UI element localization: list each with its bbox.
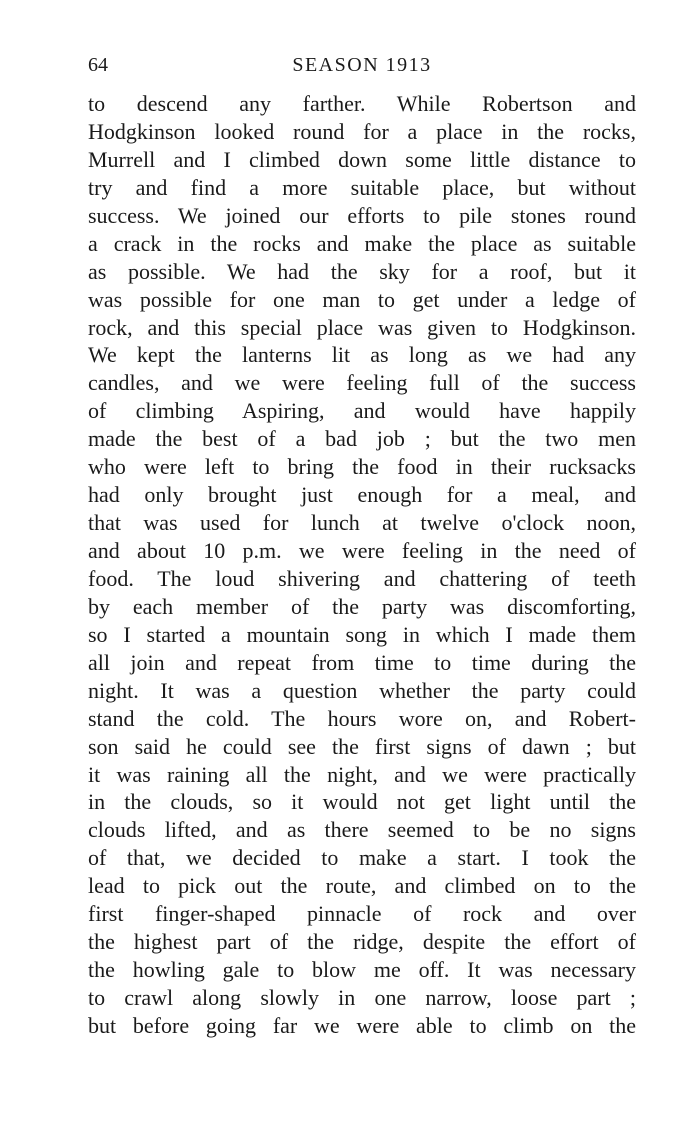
text-line: who were left to bring the food in their rucksacks xyxy=(88,454,636,480)
text-line: first finger-shaped pinnacle of rock and over xyxy=(88,901,636,927)
text-line: We kept the lanterns lit as long as we had any xyxy=(88,342,636,368)
text-line: the howling gale to blow me off. It was necessary xyxy=(88,957,636,983)
text-line: a crack in the rocks and make the place as suitable xyxy=(88,230,636,256)
page-number: 64 xyxy=(88,54,108,76)
text-line: all join and repeat from time to time during the xyxy=(88,649,636,675)
text-line: son said he could see the first signs of dawn ; but xyxy=(88,733,636,759)
text-line: by each member of the party was discomforting, xyxy=(88,593,636,619)
text-line: of climbing Aspiring, and would have happily xyxy=(88,398,636,424)
text-line: was possible for one man to get under a ledge of xyxy=(88,286,636,312)
text-line: night. It was a question whether the party could xyxy=(88,677,636,703)
running-title: SEASON 1913 xyxy=(292,54,432,76)
text-line: Murrell and I climbed down some little distance to xyxy=(88,146,636,172)
text-line: success. We joined our efforts to pile stones round xyxy=(88,202,636,228)
text-line: and about 10 p.m. we were feeling in the need of xyxy=(88,538,636,563)
text-line: to crawl along slowly in one narrow, loose part ; xyxy=(88,985,636,1010)
text-line: as possible. We had the sky for a roof, but it xyxy=(88,258,636,284)
text-line: so I started a mountain song in which I made them xyxy=(88,621,636,647)
text-line: try and find a more suitable place, but without xyxy=(88,174,636,200)
text-line: candles, and we were feeling full of the success xyxy=(88,370,636,396)
text-line: the highest part of the ridge, despite the effort of xyxy=(88,929,636,955)
text-line: Hodgkinson looked round for a place in the rocks, xyxy=(88,118,636,144)
body-text xyxy=(88,90,636,1040)
text-line: of that, we decided to make a start. I took the xyxy=(88,845,636,871)
text-line: that was used for lunch at twelve o'clock noon, xyxy=(88,510,636,536)
text-line: in the clouds, so it would not get light until the xyxy=(88,789,636,815)
text-line: food. The loud shivering and chattering of teeth xyxy=(88,565,636,591)
text-line: it was raining all the night, and we were practically xyxy=(88,761,636,787)
text-line: lead to pick out the route, and climbed on to the xyxy=(88,873,636,899)
text-line: but before going far we were able to climb on the xyxy=(88,1012,636,1038)
text-line: had only brought just enough for a meal, and xyxy=(88,482,636,508)
book-page xyxy=(88,50,636,1040)
running-head xyxy=(88,50,636,80)
text-line: clouds lifted, and as there seemed to be no signs xyxy=(88,817,636,843)
text-line: to descend any farther. While Robertson and xyxy=(88,91,636,116)
text-line: made the best of a bad job ; but the two men xyxy=(88,426,636,452)
text-line: stand the cold. The hours wore on, and Robert- xyxy=(88,705,636,731)
text-line: rock, and this special place was given to Hodgkinson. xyxy=(88,314,636,340)
